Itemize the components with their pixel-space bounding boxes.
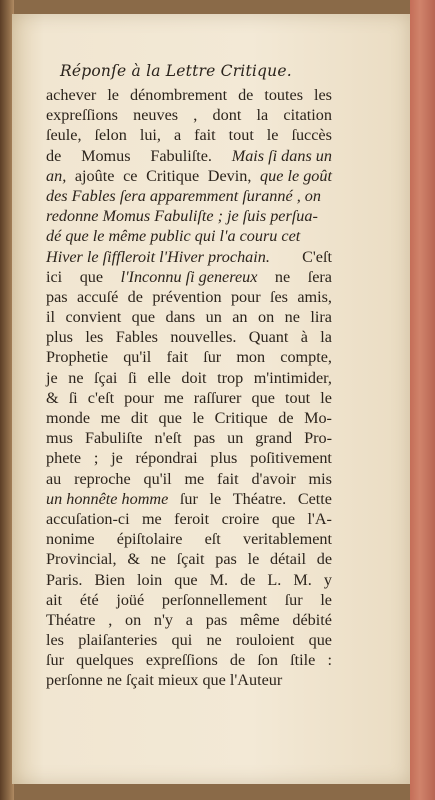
text-line — [46, 509, 332, 529]
word: ſtile — [290, 651, 316, 670]
word: Fabuliſte — [84, 429, 143, 448]
word: loin — [137, 570, 163, 589]
italic-phrase: des Fables ſera apparemment ſuranné , on — [46, 186, 321, 205]
word: ſçait — [126, 671, 154, 690]
word: mon — [236, 348, 266, 367]
word: ajoûte — [74, 166, 115, 185]
word: mus — [46, 429, 73, 448]
word: dénombrement — [129, 86, 228, 104]
word: n'eſt — [154, 429, 182, 448]
word: dans — [165, 308, 196, 327]
word: que — [131, 308, 156, 327]
word: ſur — [46, 651, 64, 670]
word: Critique — [214, 409, 268, 427]
word: , — [108, 610, 113, 629]
running-head: Réponſe à la Lettre Critique. — [60, 62, 292, 80]
text-line — [46, 347, 332, 367]
body-text — [46, 85, 332, 691]
word: pas — [205, 610, 228, 629]
word: au — [46, 469, 62, 488]
word: nonime — [46, 530, 95, 549]
word: dit — [130, 409, 148, 427]
word: débité — [292, 610, 332, 629]
word: convient — [65, 308, 122, 327]
text-line — [46, 630, 332, 650]
word: reproche — [74, 469, 131, 488]
word: ſeule, — [46, 126, 82, 145]
word: que — [79, 267, 104, 286]
word: répondrai — [135, 449, 198, 468]
word: les — [313, 86, 332, 104]
word: les — [46, 631, 64, 650]
word: le — [192, 409, 205, 427]
word: : — [327, 651, 332, 670]
word: que — [251, 388, 275, 407]
word: l'Auteur — [229, 671, 283, 690]
word: de — [240, 570, 256, 589]
word: l'A- — [307, 509, 332, 528]
word: toutes — [264, 86, 303, 104]
word: , — [193, 106, 198, 125]
word: que — [308, 631, 332, 650]
text-line — [46, 650, 332, 670]
text-line — [46, 590, 332, 610]
word: le — [320, 388, 332, 407]
word: pas — [215, 550, 237, 569]
italic-phrase: Hiver le ſiffleroit l'Hiver prochain. — [46, 247, 270, 266]
word: perſonnellement — [161, 590, 268, 609]
italic-phrase: an, — [46, 166, 67, 185]
word: ſes — [269, 287, 288, 306]
text-line — [46, 327, 332, 347]
italic-phrase: dé que le même public qui l'a couru cet — [46, 227, 301, 246]
word: ſelon — [94, 126, 127, 145]
word: a — [173, 126, 182, 145]
word: quelques — [76, 651, 134, 670]
word: ſçai — [94, 368, 118, 387]
text-line — [46, 146, 332, 166]
word: ſi — [68, 388, 78, 407]
word: épiſtolaire — [116, 530, 183, 549]
word: ne — [68, 368, 84, 387]
word: ne — [106, 671, 122, 690]
word: dont — [212, 106, 242, 125]
word: Fables — [115, 328, 158, 347]
word: le — [320, 590, 332, 609]
word: que — [271, 509, 296, 528]
word: an — [232, 308, 248, 327]
word: de — [316, 550, 332, 569]
word: n'y — [153, 610, 174, 629]
word: plaiſanteries — [78, 631, 158, 650]
word: ne — [206, 631, 222, 650]
word: Pro- — [304, 429, 332, 448]
word: qu'il — [143, 469, 172, 488]
word: & — [46, 388, 59, 407]
word: Momus — [81, 146, 131, 165]
word: accuſé — [76, 287, 119, 306]
text-line — [46, 206, 332, 226]
word: rouloient — [235, 631, 295, 650]
word: elle — [147, 368, 171, 387]
text-line — [46, 247, 332, 267]
text-line — [46, 307, 332, 327]
word: pour — [230, 287, 261, 306]
word: eſt — [204, 530, 221, 549]
word: pas — [193, 429, 216, 448]
word: amis, — [297, 287, 332, 306]
word: on — [257, 308, 275, 327]
word: d'avoir — [251, 469, 296, 488]
word: pas — [46, 287, 68, 306]
word: Théatre — [46, 610, 96, 629]
word: ait — [46, 590, 63, 609]
word: a — [185, 610, 193, 629]
word: me — [141, 509, 162, 528]
word: Critique — [146, 166, 200, 185]
word: que — [202, 671, 226, 690]
word: feroit — [174, 509, 210, 528]
word: & — [127, 550, 140, 569]
italic-phrase: redonne Momus Fabuliſte ; je ſuis perſua- — [46, 207, 318, 226]
word: L. — [267, 570, 282, 589]
word: grand — [255, 429, 293, 448]
word: nouvelles. — [170, 328, 237, 347]
word: Théatre. — [232, 489, 287, 508]
word: Provincial, — [46, 550, 117, 569]
word: M. — [293, 570, 312, 589]
word: prévention — [152, 287, 222, 306]
word: de — [127, 287, 143, 306]
word: un — [205, 308, 222, 327]
word: je — [46, 368, 58, 387]
word: y — [323, 570, 332, 589]
word: le — [107, 86, 119, 104]
word: le — [266, 126, 279, 145]
word: ſur — [179, 489, 198, 508]
word: que — [158, 409, 182, 427]
word: plus — [46, 328, 73, 347]
word: même — [240, 610, 280, 629]
word: ſi — [127, 368, 137, 387]
word: que — [174, 570, 198, 589]
word: tout — [285, 388, 311, 407]
word: phete — [46, 449, 82, 468]
word: ſçait — [176, 550, 205, 569]
word: de — [238, 86, 254, 104]
word: monde — [46, 409, 91, 427]
word: ne — [150, 550, 166, 569]
word: raſſurer — [193, 388, 242, 407]
word: qui — [171, 631, 193, 650]
italic-phrase: que le goût — [260, 166, 332, 185]
text-line — [46, 166, 332, 186]
italic-phrase: l'Inconnu ſi genereux — [120, 267, 258, 286]
word: mis — [308, 469, 332, 488]
text-line — [46, 186, 332, 206]
text-line — [46, 448, 332, 468]
word: je — [111, 449, 123, 468]
word: de — [229, 651, 246, 670]
word: le — [247, 550, 260, 569]
text-line — [46, 489, 332, 509]
word: pour — [124, 388, 154, 407]
text-line — [46, 368, 332, 388]
text-line — [46, 408, 332, 428]
text-line — [46, 549, 332, 569]
word: tout — [228, 126, 254, 145]
word: qu'il — [123, 348, 152, 367]
word: fait — [194, 126, 216, 145]
word: citation — [283, 106, 332, 125]
word: fait — [217, 469, 239, 488]
word: ſera — [307, 267, 332, 286]
word: ſon — [257, 651, 278, 670]
text-line — [46, 85, 332, 105]
word: achever — [46, 86, 97, 104]
word: me — [184, 469, 205, 488]
italic-phrase: Mais ſi dans un — [231, 146, 332, 165]
word: neuves — [133, 106, 179, 125]
word: joüé — [116, 590, 145, 609]
word: Quant — [248, 328, 289, 347]
word: accuſation-ci — [46, 509, 130, 528]
word: m'intimider, — [253, 368, 332, 387]
text-line — [46, 469, 332, 489]
word: ſuccès — [291, 126, 332, 145]
word: me — [163, 388, 184, 407]
text-line — [46, 428, 332, 448]
word: la — [256, 106, 269, 125]
word: Prophetie — [46, 348, 109, 367]
word: ne — [284, 308, 300, 327]
word: de — [46, 146, 62, 165]
word: M. — [209, 570, 229, 589]
word: ; — [93, 449, 99, 468]
text-line — [46, 226, 332, 246]
word: expreſſions — [145, 651, 218, 670]
word: perſonne — [46, 671, 103, 690]
text-line — [46, 267, 332, 287]
word: le — [209, 489, 222, 508]
word: croire — [221, 509, 260, 528]
word: plus — [210, 449, 238, 468]
word: poſitivement — [250, 449, 332, 468]
text-line — [46, 610, 332, 630]
word: lira — [310, 308, 332, 327]
word: ce — [123, 166, 138, 185]
word: lui, — [139, 126, 161, 145]
word: ſur — [284, 590, 303, 609]
word: on — [124, 610, 142, 629]
text-line — [46, 388, 332, 408]
word: détail — [270, 550, 306, 569]
word: les — [85, 328, 104, 347]
word: Paris. — [46, 570, 83, 589]
word: ne — [274, 267, 291, 286]
word: veritablement — [242, 530, 332, 549]
word: Bien — [94, 570, 126, 589]
word: mieux — [157, 671, 199, 690]
text-line — [46, 105, 332, 125]
word: c'eſt — [87, 388, 115, 407]
word: compte, — [280, 348, 332, 367]
word: ſur — [203, 348, 222, 367]
word: C'eſt — [302, 247, 332, 266]
word: Devin, — [207, 166, 252, 185]
word: trop — [217, 368, 244, 387]
text-line — [46, 125, 332, 145]
word: à — [300, 328, 308, 347]
text-line — [46, 529, 332, 549]
word: Fabuliſte. — [150, 146, 212, 165]
word: il — [46, 308, 55, 327]
word: été — [79, 590, 99, 609]
word: Mo- — [304, 409, 332, 427]
word: un — [227, 429, 244, 448]
word: me — [100, 409, 121, 427]
word: la — [320, 328, 332, 347]
word: doit — [181, 368, 207, 387]
italic-phrase: un honnête homme — [46, 489, 169, 508]
word: de — [278, 409, 294, 427]
word: ici — [46, 267, 63, 286]
word: Cette — [297, 489, 332, 508]
text-line — [46, 670, 332, 690]
page-edge — [410, 0, 435, 800]
text-line — [46, 287, 332, 307]
text-line — [46, 570, 332, 590]
word: expreſſions — [46, 106, 118, 125]
word: fait — [166, 348, 189, 367]
